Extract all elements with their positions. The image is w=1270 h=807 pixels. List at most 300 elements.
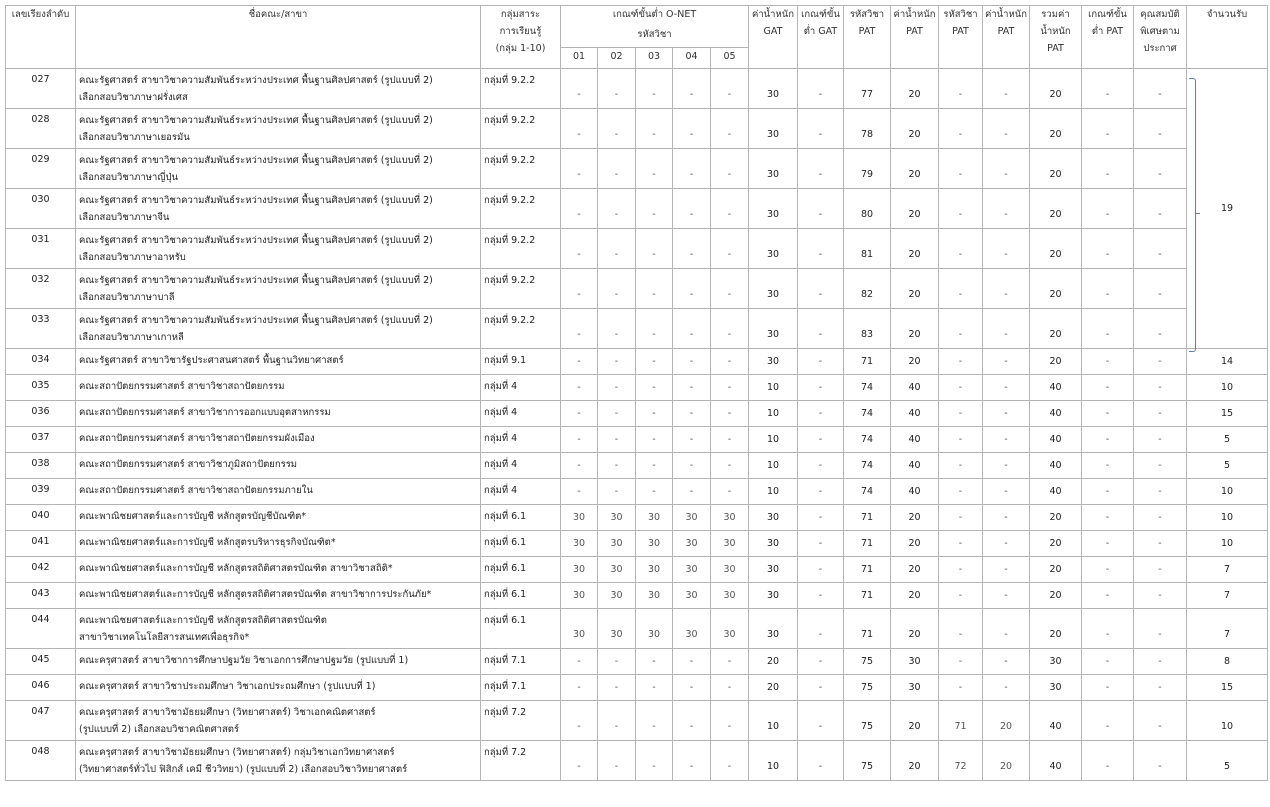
row-name bbox=[76, 609, 481, 649]
row-name-line-1: คณะรัฐศาสตร์ สาขาวิชาความสัมพันธ์ระหว่างประเทศ พื้นฐานศิลปศาสตร์ (รูปแบบที่ 2) bbox=[79, 275, 433, 286]
row-gat-weight: 30 bbox=[749, 505, 798, 531]
row-pat-weight: 40 bbox=[891, 401, 939, 427]
row-gat-min: - bbox=[798, 741, 844, 781]
row-name bbox=[76, 479, 481, 505]
row-pat-weight: 20 bbox=[891, 557, 939, 583]
row-pat-code: 74 bbox=[844, 401, 891, 427]
row-quota-merged: 19 bbox=[1187, 69, 1268, 349]
row-pat-weight: 40 bbox=[891, 453, 939, 479]
row-group: กลุ่มที่ 9.2.2 bbox=[481, 69, 561, 109]
row-onet-3: 30 bbox=[636, 609, 673, 649]
row-onet-3: - bbox=[636, 701, 673, 741]
row-gat-weight: 30 bbox=[749, 189, 798, 229]
row-onet-5: - bbox=[711, 675, 749, 701]
row-gat-weight: 30 bbox=[749, 531, 798, 557]
table-row bbox=[6, 701, 1268, 741]
row-onet-3: - bbox=[636, 427, 673, 453]
row-gat-weight: 10 bbox=[749, 427, 798, 453]
row-onet-2: - bbox=[598, 69, 636, 109]
row-onet-1: - bbox=[561, 675, 598, 701]
row-onet-4: - bbox=[673, 69, 711, 109]
row-special: - bbox=[1134, 583, 1187, 609]
row-pat-weight-2: - bbox=[983, 557, 1030, 583]
row-onet-4: - bbox=[673, 741, 711, 781]
row-pat-weight-2: - bbox=[983, 229, 1030, 269]
row-pat-code-2: 72 bbox=[939, 741, 983, 781]
row-onet-1: - bbox=[561, 109, 598, 149]
row-onet-1: - bbox=[561, 401, 598, 427]
row-onet-5: 30 bbox=[711, 505, 749, 531]
row-gat-weight: 30 bbox=[749, 229, 798, 269]
row-onet-4: - bbox=[673, 149, 711, 189]
row-pat-weight: 20 bbox=[891, 701, 939, 741]
row-pat-min: - bbox=[1082, 269, 1134, 309]
row-gat-min: - bbox=[798, 109, 844, 149]
quota-brace-tip bbox=[1195, 213, 1200, 214]
row-name-line-1: คณะรัฐศาสตร์ สาขาวิชาความสัมพันธ์ระหว่างประเทศ พื้นฐานศิลปศาสตร์ (รูปแบบที่ 2) bbox=[79, 195, 433, 206]
row-special: - bbox=[1134, 701, 1187, 741]
row-pat-code-2: - bbox=[939, 229, 983, 269]
row-group: กลุ่มที่ 6.1 bbox=[481, 583, 561, 609]
row-name-line-1: คณะครุศาสตร์ สาขาวิชาประถมศึกษา วิชาเอกประถมศึกษา (รูปแบบที่ 1) bbox=[79, 681, 376, 692]
row-group: กลุ่มที่ 9.2.2 bbox=[481, 189, 561, 229]
row-special: - bbox=[1134, 349, 1187, 375]
row-name-line-1: คณะพาณิชยศาสตร์และการบัญชี หลักสูตรสถิติศาสตรบัณฑิต สาขาวิชาการประกันภัย* bbox=[79, 589, 432, 600]
row-pat-weight: 20 bbox=[891, 109, 939, 149]
table-row bbox=[6, 109, 1268, 149]
table-row bbox=[6, 269, 1268, 309]
row-onet-2: - bbox=[598, 309, 636, 349]
row-onet-4: - bbox=[673, 427, 711, 453]
row-onet-5: - bbox=[711, 229, 749, 269]
row-special: - bbox=[1134, 531, 1187, 557]
row-onet-3: - bbox=[636, 375, 673, 401]
row-onet-5: - bbox=[711, 427, 749, 453]
row-onet-1: - bbox=[561, 649, 598, 675]
row-onet-5: - bbox=[711, 649, 749, 675]
row-onet-3: - bbox=[636, 401, 673, 427]
row-pat-code: 75 bbox=[844, 701, 891, 741]
row-pat-sum: 20 bbox=[1030, 189, 1082, 229]
row-name bbox=[76, 453, 481, 479]
row-special: - bbox=[1134, 309, 1187, 349]
row-quota: 10 bbox=[1187, 505, 1268, 531]
row-special: - bbox=[1134, 269, 1187, 309]
row-pat-sum: 40 bbox=[1030, 741, 1082, 781]
table-row bbox=[6, 531, 1268, 557]
row-pat-code: 71 bbox=[844, 349, 891, 375]
row-pat-code-2: - bbox=[939, 453, 983, 479]
row-pat-code: 74 bbox=[844, 479, 891, 505]
row-special: - bbox=[1134, 149, 1187, 189]
row-name-line-1: คณะสถาปัตยกรรมศาสตร์ สาขาวิชาสถาปัตยกรรมภายใน bbox=[79, 485, 313, 496]
row-pat-sum: 40 bbox=[1030, 401, 1082, 427]
row-pat-min: - bbox=[1082, 189, 1134, 229]
row-name bbox=[76, 109, 481, 149]
admission-table bbox=[5, 5, 1268, 781]
row-gat-min: - bbox=[798, 453, 844, 479]
row-onet-3: - bbox=[636, 229, 673, 269]
row-pat-code-2: - bbox=[939, 69, 983, 109]
row-name-line-2: เลือกสอบวิชาภาษาเยอรมัน bbox=[79, 132, 190, 143]
row-quota: 5 bbox=[1187, 427, 1268, 453]
row-pat-weight: 20 bbox=[891, 309, 939, 349]
row-gat-min: - bbox=[798, 649, 844, 675]
row-name-line-1: คณะครุศาสตร์ สาขาวิชามัธยมศึกษา (วิทยาศาสตร์) วิชาเอกคณิตศาสตร์ bbox=[79, 707, 376, 718]
row-seq: 033 bbox=[6, 309, 76, 349]
row-group: กลุ่มที่ 9.2.2 bbox=[481, 269, 561, 309]
row-pat-min: - bbox=[1082, 401, 1134, 427]
row-pat-weight-2: - bbox=[983, 675, 1030, 701]
row-onet-3: - bbox=[636, 269, 673, 309]
row-onet-1: 30 bbox=[561, 557, 598, 583]
row-pat-weight-2: - bbox=[983, 349, 1030, 375]
row-onet-2: - bbox=[598, 453, 636, 479]
row-pat-code: 75 bbox=[844, 649, 891, 675]
row-name-line-1: คณะพาณิชยศาสตร์และการบัญชี หลักสูตรบัญชีบัณฑิต* bbox=[79, 511, 307, 522]
row-group: กลุ่มที่ 6.1 bbox=[481, 505, 561, 531]
row-pat-sum: 40 bbox=[1030, 375, 1082, 401]
header-onet-01: 01 bbox=[561, 48, 598, 69]
row-onet-3: - bbox=[636, 69, 673, 109]
row-onet-2: - bbox=[598, 741, 636, 781]
row-onet-3: - bbox=[636, 189, 673, 229]
row-onet-4: 30 bbox=[673, 505, 711, 531]
row-quota: 15 bbox=[1187, 401, 1268, 427]
row-pat-weight: 20 bbox=[891, 69, 939, 109]
row-onet-5: - bbox=[711, 189, 749, 229]
row-onet-5: - bbox=[711, 309, 749, 349]
row-group: กลุ่มที่ 9.2.2 bbox=[481, 229, 561, 269]
row-onet-2: - bbox=[598, 269, 636, 309]
row-pat-weight: 40 bbox=[891, 427, 939, 453]
row-onet-2: - bbox=[598, 649, 636, 675]
row-pat-code-2: - bbox=[939, 505, 983, 531]
row-name bbox=[76, 427, 481, 453]
row-pat-min: - bbox=[1082, 701, 1134, 741]
row-pat-min: - bbox=[1082, 69, 1134, 109]
table-row bbox=[6, 741, 1268, 781]
row-pat-code: 71 bbox=[844, 505, 891, 531]
row-special: - bbox=[1134, 427, 1187, 453]
row-seq: 048 bbox=[6, 741, 76, 781]
row-name bbox=[76, 349, 481, 375]
row-pat-weight: 20 bbox=[891, 741, 939, 781]
row-pat-sum: 40 bbox=[1030, 427, 1082, 453]
table-row bbox=[6, 649, 1268, 675]
row-name-line-2: เลือกสอบวิชาภาษาบาลี bbox=[79, 292, 175, 303]
row-onet-4: - bbox=[673, 189, 711, 229]
row-pat-sum: 40 bbox=[1030, 701, 1082, 741]
row-onet-3: - bbox=[636, 349, 673, 375]
row-group: กลุ่มที่ 4 bbox=[481, 453, 561, 479]
row-group: กลุ่มที่ 7.2 bbox=[481, 701, 561, 741]
row-pat-min: - bbox=[1082, 609, 1134, 649]
row-gat-min: - bbox=[798, 531, 844, 557]
header-onet-02: 02 bbox=[598, 48, 636, 69]
row-pat-sum: 20 bbox=[1030, 309, 1082, 349]
row-onet-4: - bbox=[673, 675, 711, 701]
row-pat-weight-2: - bbox=[983, 375, 1030, 401]
row-special: - bbox=[1134, 741, 1187, 781]
row-group: กลุ่มที่ 7.2 bbox=[481, 741, 561, 781]
row-name-line-1: คณะสถาปัตยกรรมศาสตร์ สาขาวิชาภูมิสถาปัตยกรรม bbox=[79, 459, 298, 470]
row-name bbox=[76, 401, 481, 427]
row-name-line-1: คณะรัฐศาสตร์ สาขาวิชาความสัมพันธ์ระหว่างประเทศ พื้นฐานศิลปศาสตร์ (รูปแบบที่ 2) bbox=[79, 75, 433, 86]
row-onet-1: - bbox=[561, 741, 598, 781]
row-name bbox=[76, 269, 481, 309]
row-pat-code-2: - bbox=[939, 583, 983, 609]
row-name-line-2: เลือกสอบวิชาภาษาจีน bbox=[79, 212, 170, 223]
row-pat-weight-2: 20 bbox=[983, 741, 1030, 781]
table-row bbox=[6, 349, 1268, 375]
row-name bbox=[76, 741, 481, 781]
row-onet-5: - bbox=[711, 741, 749, 781]
row-name-line-1: คณะพาณิชยศาสตร์และการบัญชี หลักสูตรสถิติศาสตรบัณฑิต สาขาวิชาสถิติ* bbox=[79, 563, 393, 574]
row-gat-weight: 20 bbox=[749, 649, 798, 675]
row-gat-weight: 30 bbox=[749, 309, 798, 349]
row-pat-code: 77 bbox=[844, 69, 891, 109]
row-onet-5: - bbox=[711, 453, 749, 479]
row-gat-weight: 30 bbox=[749, 149, 798, 189]
row-name-line-2: เลือกสอบวิชาภาษาอาหรับ bbox=[79, 252, 186, 263]
row-onet-2: - bbox=[598, 427, 636, 453]
row-pat-min: - bbox=[1082, 531, 1134, 557]
row-name bbox=[76, 375, 481, 401]
row-gat-min: - bbox=[798, 583, 844, 609]
row-onet-5: - bbox=[711, 349, 749, 375]
table-row bbox=[6, 557, 1268, 583]
row-pat-sum: 20 bbox=[1030, 531, 1082, 557]
row-name-line-1: คณะรัฐศาสตร์ สาขาวิชาความสัมพันธ์ระหว่างประเทศ พื้นฐานศิลปศาสตร์ (รูปแบบที่ 2) bbox=[79, 155, 433, 166]
row-group: กลุ่มที่ 9.2.2 bbox=[481, 149, 561, 189]
row-onet-5: - bbox=[711, 479, 749, 505]
row-pat-sum: 30 bbox=[1030, 649, 1082, 675]
row-seq: 038 bbox=[6, 453, 76, 479]
row-onet-2: - bbox=[598, 189, 636, 229]
row-onet-4: - bbox=[673, 453, 711, 479]
row-pat-weight: 30 bbox=[891, 649, 939, 675]
row-pat-code: 71 bbox=[844, 609, 891, 649]
row-pat-code-2: - bbox=[939, 349, 983, 375]
row-onet-1: - bbox=[561, 229, 598, 269]
row-pat-code: 80 bbox=[844, 189, 891, 229]
row-seq: 034 bbox=[6, 349, 76, 375]
row-name bbox=[76, 557, 481, 583]
row-name-line-2: เลือกสอบวิชาภาษาญี่ปุ่น bbox=[79, 172, 178, 183]
row-name-line-1: คณะครุศาสตร์ สาขาวิชามัธยมศึกษา (วิทยาศาสตร์) กลุ่มวิชาเอกวิทยาศาสตร์ bbox=[79, 747, 395, 758]
row-gat-min: - bbox=[798, 505, 844, 531]
row-pat-code: 75 bbox=[844, 741, 891, 781]
row-name-line-1: คณะครุศาสตร์ สาขาวิชาการศึกษาปฐมวัย วิชาเอกการศึกษาปฐมวัย (รูปแบบที่ 1) bbox=[79, 655, 409, 666]
row-pat-code: 71 bbox=[844, 531, 891, 557]
row-pat-min: - bbox=[1082, 675, 1134, 701]
row-gat-min: - bbox=[798, 479, 844, 505]
row-onet-1: 30 bbox=[561, 609, 598, 649]
row-gat-weight: 30 bbox=[749, 349, 798, 375]
row-onet-3: - bbox=[636, 675, 673, 701]
row-pat-min: - bbox=[1082, 479, 1134, 505]
row-pat-weight-2: - bbox=[983, 609, 1030, 649]
quota-brace bbox=[1189, 78, 1196, 352]
row-quota: 10 bbox=[1187, 701, 1268, 741]
row-pat-weight-2: - bbox=[983, 453, 1030, 479]
row-group: กลุ่มที่ 4 bbox=[481, 427, 561, 453]
row-pat-weight-2: - bbox=[983, 69, 1030, 109]
row-onet-2: 30 bbox=[598, 531, 636, 557]
row-pat-weight-2: - bbox=[983, 427, 1030, 453]
row-pat-code-2: - bbox=[939, 401, 983, 427]
table-row bbox=[6, 309, 1268, 349]
row-onet-2: 30 bbox=[598, 557, 636, 583]
row-name bbox=[76, 531, 481, 557]
header-onet-03: 03 bbox=[636, 48, 673, 69]
row-pat-sum: 20 bbox=[1030, 609, 1082, 649]
row-pat-min: - bbox=[1082, 375, 1134, 401]
row-special: - bbox=[1134, 609, 1187, 649]
row-name-line-2: (รูปแบบที่ 2) เลือกสอบวิชาคณิตศาสตร์ bbox=[79, 724, 240, 735]
row-pat-code: 82 bbox=[844, 269, 891, 309]
row-pat-min: - bbox=[1082, 741, 1134, 781]
row-onet-4: - bbox=[673, 229, 711, 269]
row-pat-weight-2: - bbox=[983, 583, 1030, 609]
table-row bbox=[6, 401, 1268, 427]
row-special: - bbox=[1134, 453, 1187, 479]
row-onet-5: 30 bbox=[711, 583, 749, 609]
row-name bbox=[76, 649, 481, 675]
row-gat-weight: 20 bbox=[749, 675, 798, 701]
table-row bbox=[6, 229, 1268, 269]
row-pat-min: - bbox=[1082, 229, 1134, 269]
table-row bbox=[6, 453, 1268, 479]
row-pat-weight: 20 bbox=[891, 149, 939, 189]
row-name bbox=[76, 69, 481, 109]
row-pat-code: 74 bbox=[844, 453, 891, 479]
row-gat-min: - bbox=[798, 609, 844, 649]
header-pat-min: เกณฑ์ขั้น ต่ำ PAT bbox=[1082, 6, 1134, 69]
row-quota: 10 bbox=[1187, 479, 1268, 505]
row-name-line-1: คณะพาณิชยศาสตร์และการบัญชี หลักสูตรสถิติศาสตรบัณฑิต bbox=[79, 615, 327, 626]
row-quota: 8 bbox=[1187, 649, 1268, 675]
row-pat-weight-2: - bbox=[983, 309, 1030, 349]
row-quota: 14 bbox=[1187, 349, 1268, 375]
row-name-line-1: คณะรัฐศาสตร์ สาขาวิชาความสัมพันธ์ระหว่างประเทศ พื้นฐานศิลปศาสตร์ (รูปแบบที่ 2) bbox=[79, 315, 433, 326]
row-onet-3: - bbox=[636, 309, 673, 349]
row-onet-1: - bbox=[561, 479, 598, 505]
row-pat-weight: 40 bbox=[891, 375, 939, 401]
row-pat-code-2: - bbox=[939, 675, 983, 701]
row-pat-weight: 20 bbox=[891, 189, 939, 229]
header-pat-weight-2: ค่าน้ำหนัก PAT bbox=[983, 6, 1030, 69]
row-onet-5: - bbox=[711, 701, 749, 741]
row-pat-code: 71 bbox=[844, 557, 891, 583]
row-onet-5: 30 bbox=[711, 557, 749, 583]
row-onet-1: - bbox=[561, 427, 598, 453]
row-onet-2: - bbox=[598, 229, 636, 269]
row-gat-weight: 30 bbox=[749, 557, 798, 583]
row-name-line-1: คณะสถาปัตยกรรมศาสตร์ สาขาวิชาสถาปัตยกรรมผังเมือง bbox=[79, 433, 315, 444]
table-row bbox=[6, 149, 1268, 189]
header-pat-sum: รวมค่า น้ำหนัก PAT bbox=[1030, 6, 1082, 69]
row-pat-weight-2: - bbox=[983, 109, 1030, 149]
row-name-line-2: (วิทยาศาสตร์ทั่วไป ฟิสิกส์ เคมี ชีววิทยา) (รูปแบบที่ 2) เลือกสอบวิชาวิทยาศาสตร์ bbox=[79, 764, 408, 775]
row-seq: 035 bbox=[6, 375, 76, 401]
row-pat-code-2: - bbox=[939, 375, 983, 401]
row-onet-3: 30 bbox=[636, 583, 673, 609]
row-seq: 044 bbox=[6, 609, 76, 649]
row-name bbox=[76, 505, 481, 531]
row-pat-code: 71 bbox=[844, 583, 891, 609]
row-onet-4: - bbox=[673, 649, 711, 675]
row-quota: 5 bbox=[1187, 741, 1268, 781]
row-pat-weight-2: - bbox=[983, 149, 1030, 189]
row-onet-1: - bbox=[561, 309, 598, 349]
row-pat-weight: 20 bbox=[891, 583, 939, 609]
row-onet-5: 30 bbox=[711, 609, 749, 649]
row-onet-1: - bbox=[561, 189, 598, 229]
row-pat-code: 79 bbox=[844, 149, 891, 189]
row-pat-weight-2: - bbox=[983, 479, 1030, 505]
row-pat-min: - bbox=[1082, 349, 1134, 375]
row-gat-weight: 10 bbox=[749, 479, 798, 505]
row-onet-2: - bbox=[598, 149, 636, 189]
row-pat-code: 75 bbox=[844, 675, 891, 701]
row-quota: 7 bbox=[1187, 609, 1268, 649]
row-onet-5: - bbox=[711, 149, 749, 189]
row-pat-weight: 20 bbox=[891, 269, 939, 309]
row-quota: 7 bbox=[1187, 557, 1268, 583]
row-pat-min: - bbox=[1082, 453, 1134, 479]
row-onet-1: - bbox=[561, 453, 598, 479]
row-onet-4: - bbox=[673, 309, 711, 349]
row-seq: 030 bbox=[6, 189, 76, 229]
row-onet-1: - bbox=[561, 375, 598, 401]
row-gat-weight: 30 bbox=[749, 583, 798, 609]
table-row bbox=[6, 479, 1268, 505]
row-special: - bbox=[1134, 189, 1187, 229]
row-onet-1: - bbox=[561, 149, 598, 189]
row-pat-min: - bbox=[1082, 505, 1134, 531]
header-pat-code: รหัสวิชา PAT bbox=[844, 6, 891, 69]
row-pat-code-2: - bbox=[939, 149, 983, 189]
row-onet-4: 30 bbox=[673, 609, 711, 649]
table-row bbox=[6, 427, 1268, 453]
row-onet-4: - bbox=[673, 701, 711, 741]
row-pat-sum: 20 bbox=[1030, 69, 1082, 109]
row-name-line-1: คณะพาณิชยศาสตร์และการบัญชี หลักสูตรบริหารธุรกิจบัณฑิต* bbox=[79, 537, 336, 548]
row-seq: 027 bbox=[6, 69, 76, 109]
row-onet-3: 30 bbox=[636, 505, 673, 531]
row-seq: 046 bbox=[6, 675, 76, 701]
row-pat-weight-2: - bbox=[983, 505, 1030, 531]
row-onet-2: - bbox=[598, 675, 636, 701]
row-pat-sum: 30 bbox=[1030, 675, 1082, 701]
row-pat-min: - bbox=[1082, 557, 1134, 583]
row-group: กลุ่มที่ 9.2.2 bbox=[481, 109, 561, 149]
row-pat-sum: 20 bbox=[1030, 583, 1082, 609]
row-group: กลุ่มที่ 9.1 bbox=[481, 349, 561, 375]
row-gat-weight: 30 bbox=[749, 269, 798, 309]
row-pat-code-2: - bbox=[939, 189, 983, 229]
row-pat-weight: 40 bbox=[891, 479, 939, 505]
row-quota: 5 bbox=[1187, 453, 1268, 479]
header-gat-weight: ค่าน้ำหนัก GAT bbox=[749, 6, 798, 69]
header-pat-code-2: รหัสวิชา PAT bbox=[939, 6, 983, 69]
row-onet-3: - bbox=[636, 109, 673, 149]
row-onet-2: 30 bbox=[598, 583, 636, 609]
row-gat-min: - bbox=[798, 401, 844, 427]
row-gat-min: - bbox=[798, 309, 844, 349]
